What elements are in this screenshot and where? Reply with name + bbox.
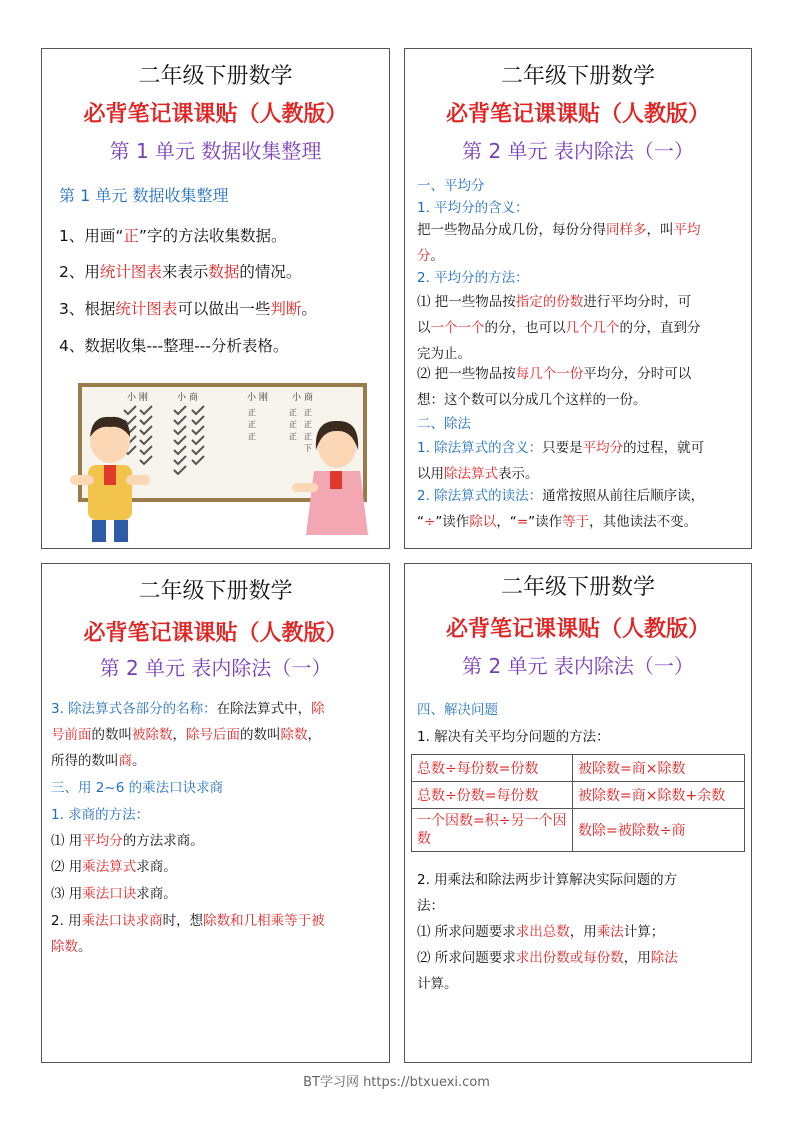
formula-table	[411, 754, 745, 852]
line-1: ⑴ 用平均分的方法求商。	[51, 833, 204, 849]
table-cell: 数除=被除数÷商	[573, 809, 745, 852]
card-unit: 第 1 单元 数据收集整理	[109, 139, 322, 163]
card-unit: 第 2 单元 表内除法（一）	[462, 139, 694, 163]
sub-meaning: 1. 平均分的含义：	[417, 200, 529, 216]
footer-source: BT学习网 https://btxuexi.com	[303, 1075, 490, 1090]
sub-quotient-method: 1. 求商的方法：	[51, 807, 150, 823]
svg-text:正: 正	[304, 432, 312, 441]
divider	[389, 48, 390, 549]
svg-text:正: 正	[248, 420, 256, 429]
card-unit2-part3	[404, 563, 752, 1063]
card-unit2-part2	[41, 563, 390, 1063]
svg-text:正: 正	[289, 432, 297, 441]
item-2: 2、用统计图表来表示数据的情况。	[59, 263, 302, 281]
line-2: ⑵ 用乘法算式求商。	[51, 859, 177, 875]
heading-solve: 四、解决问题	[417, 702, 498, 718]
board-col3: 小 刚	[247, 393, 268, 403]
table-cell: 被除数=商×除数+余数	[573, 782, 745, 809]
table-cell: 总数÷每份数=份数	[412, 755, 573, 782]
table-row	[412, 809, 745, 852]
card-title: 二年级下册数学	[500, 64, 655, 89]
classroom-illustration	[52, 375, 382, 545]
card-title: 二年级下册数学	[138, 579, 293, 604]
svg-text:正: 正	[304, 408, 312, 417]
para-two-step: 2. 用乘法和除法两步计算解决实际问题的方 法：	[417, 872, 678, 914]
para-division-meaning: 1. 除法算式的含义：只要是平均分的过程，就可 以用除法算式表示。	[417, 440, 705, 482]
line-2: ⑵ 所求问题要求求出份数或每份数，用除法 计算。	[417, 950, 678, 992]
item-4: 4、数据收集---整理---分析表格。	[59, 337, 289, 355]
card-title: 二年级下册数学	[138, 64, 293, 89]
card-subtitle: 必背笔记课课贴（人教版）	[445, 617, 710, 642]
item-1: 1、用画“正”字的方法收集数据。	[59, 227, 287, 245]
board-col2: 小 商	[177, 393, 198, 403]
sub-solve-method: 1. 解决有关平均分问题的方法：	[417, 729, 610, 745]
card-unit: 第 2 单元 表内除法（一）	[99, 656, 332, 680]
line-3: ⑶ 用乘法口诀求商。	[51, 886, 177, 902]
card-subtitle: 必背笔记课课贴（人教版）	[445, 102, 710, 127]
svg-text:正: 正	[304, 420, 312, 429]
para-meaning: 把一些物品分成几份，每份分得同样多，叫平均 分。	[417, 222, 701, 264]
item-3: 3、根据统计图表可以做出一些判断。	[59, 300, 317, 318]
heading-quotient: 三、用 2~6 的乘法口诀求商	[51, 780, 224, 796]
table-cell: 一个因数=积÷另一个因数	[412, 809, 573, 852]
para-parts: 3. 除法算式各部分的名称：在除法算式中，除 号前面的数叫被除数，除号后面的数叫除数， 所得的数叫商。	[51, 701, 325, 769]
card-unit: 第 2 单元 表内除法（一）	[462, 654, 694, 678]
card-unit1	[41, 48, 390, 549]
divider	[389, 563, 390, 1063]
board-col4: 小 商	[292, 393, 313, 403]
heading-average: 一、平均分	[417, 178, 485, 194]
board-col1: 小 刚	[127, 393, 148, 403]
card-unit2-part1	[404, 48, 752, 549]
sub-method: 2. 平均分的方法：	[417, 270, 529, 286]
line-1: ⑴ 所求问题要求求出总数，用乘法计算；	[417, 924, 665, 940]
table-cell: 被除数=商×除数	[573, 755, 745, 782]
svg-text:正: 正	[248, 408, 256, 417]
svg-text:正: 正	[289, 408, 297, 417]
line-4: 2. 用乘法口诀求商时，想除数和几相乘等于被 除数。	[51, 913, 325, 955]
svg-text:正: 正	[289, 420, 297, 429]
table-cell: 总数÷份数=每份数	[412, 782, 573, 809]
table-row	[412, 755, 745, 782]
para-method2: ⑵ 把一些物品按每几个一份平均分，分时可以 想：这个数可以分成几个这样的一份。	[417, 366, 692, 408]
card-subtitle: 必背笔记课课贴（人教版）	[83, 621, 348, 646]
para-method1: ⑴ 把一些物品按指定的份数进行平均分时，可 以一个一个的分，也可以几个几个的分，直到分 完为止。	[417, 294, 701, 362]
card-title: 二年级下册数学	[500, 575, 655, 600]
svg-text:下: 下	[304, 444, 312, 453]
heading-division: 二、除法	[417, 416, 471, 432]
card-subtitle: 必背笔记课课贴（人教版）	[83, 102, 348, 127]
para-division-reading: 2. 除法算式的读法：通常按照从前往后顺序读， “÷”读作除以，“=”读作等于，其他读法不变。	[417, 488, 705, 530]
svg-text:正: 正	[248, 432, 256, 441]
table-row	[412, 782, 745, 809]
section-heading: 第 1 单元 数据收集整理	[59, 186, 229, 205]
